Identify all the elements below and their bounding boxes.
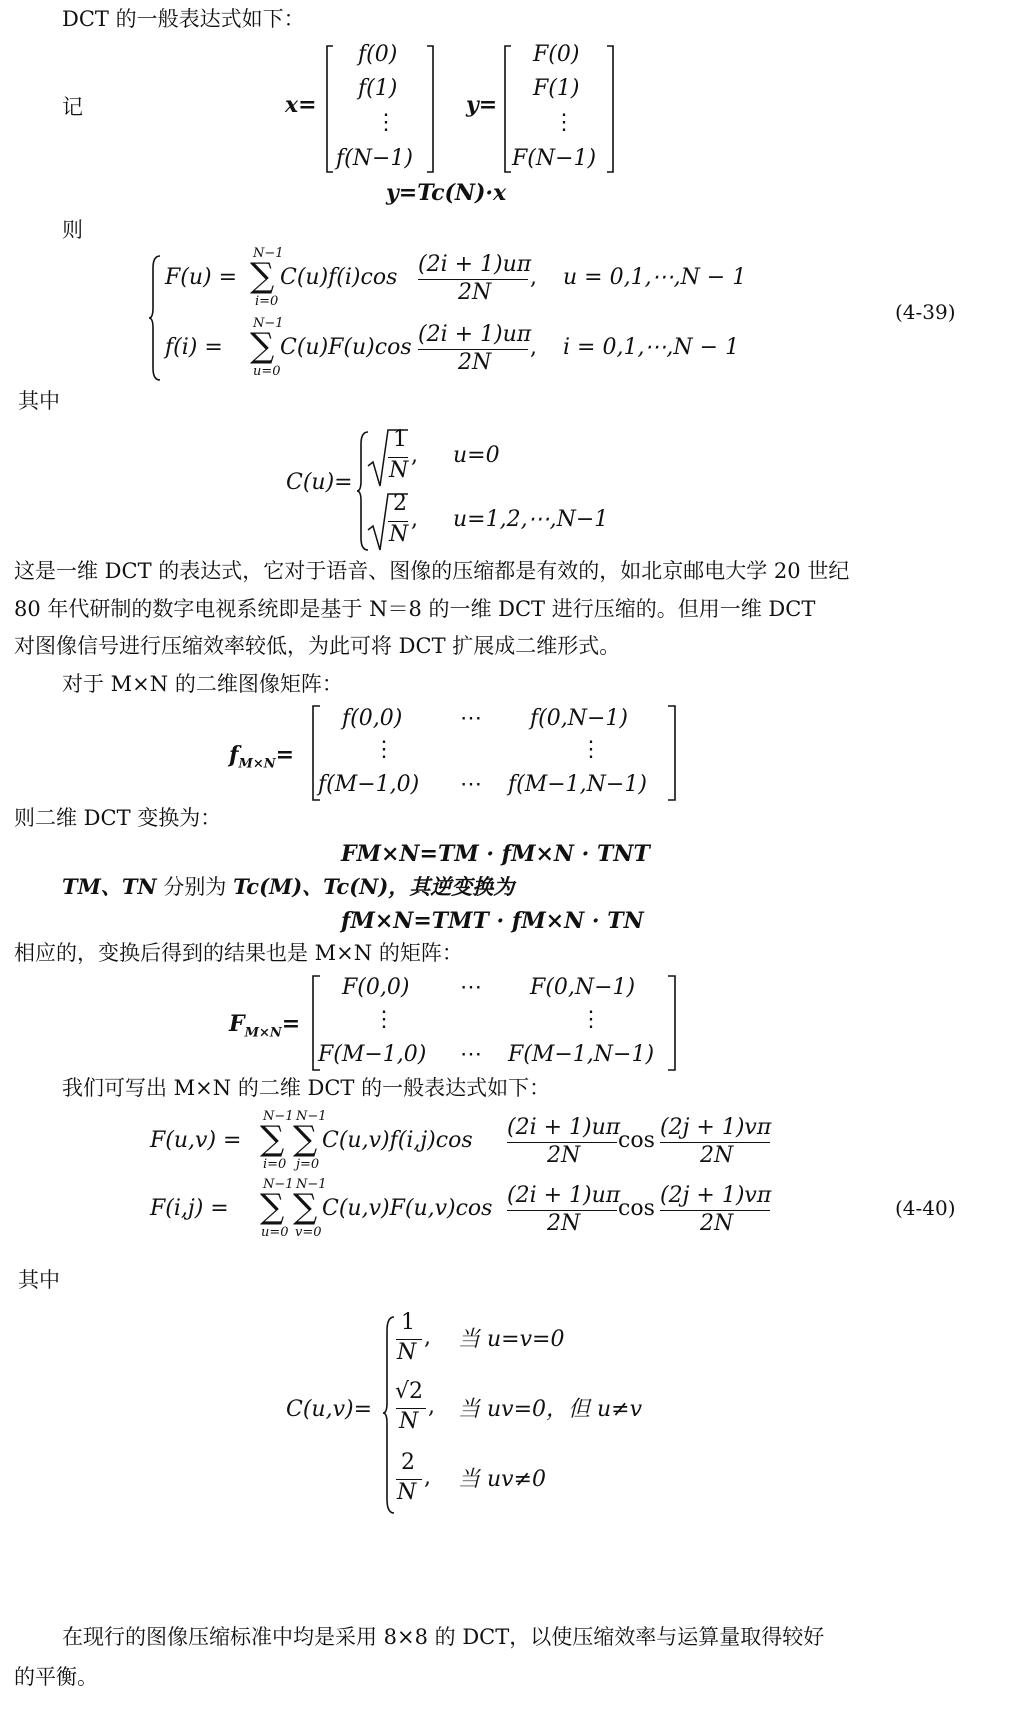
para3: 则二维 DCT 变换为： — [14, 806, 222, 830]
mat-f-r1-c3: f(0,N−1) — [530, 706, 628, 731]
eq439-l1-cond: u = 0,1,⋯,N − 1 — [563, 265, 747, 290]
cuv-c2-comma: , — [428, 1394, 435, 1419]
intro-line: DCT 的一般表达式如下： — [62, 7, 305, 31]
mat-f-r3-c2: ⋯ — [460, 772, 482, 797]
eq440-l1-top-b: N−1 — [296, 1109, 327, 1124]
eq440-l1-bot-a: i=0 — [263, 1157, 287, 1172]
eq440-l2-sigma-a: ∑ — [260, 1187, 285, 1227]
eq439-brace — [148, 254, 162, 382]
eq440-l1-num2: (2j + 1)vπ — [660, 1115, 772, 1140]
eq440-l1-sigma-a: ∑ — [260, 1119, 285, 1159]
eq440-l2-sigma-b: ∑ — [293, 1187, 318, 1227]
eq439-l1-body: C(u)f(i)cos — [280, 265, 398, 290]
y-item-3: F(N−1) — [512, 146, 597, 171]
eq439-l1-comma: , — [530, 265, 537, 290]
eq439-l2-lhs: f(i) = — [165, 335, 223, 360]
eq440-l2-body: C(u,v)F(u,v)cos — [322, 1196, 493, 1221]
cu-c2-num: 2 — [393, 491, 407, 516]
eq440-l1-den1: 2N — [547, 1143, 581, 1168]
eq439-l1-sum-bot: i=0 — [255, 294, 279, 309]
mat-f-r2-c3: ⋮ — [580, 737, 602, 762]
cuv-c1-num: 1 — [401, 1310, 415, 1335]
eq439-l1-sum-top: N−1 — [253, 246, 284, 261]
eq440-l1-body: C(u,v)f(i,j)cos — [322, 1128, 473, 1153]
y-equals-tc-x: y=Tc(N)·x — [386, 180, 507, 206]
mat-f-r3-c1: f(M−1,0) — [318, 772, 420, 797]
eq439-l1-sigma: ∑ — [250, 256, 275, 296]
cuv-c3-den: N — [397, 1480, 417, 1505]
cuv-c1-cond: 当 u=v=0 — [458, 1327, 565, 1352]
mat-F-r3-c3: F(M−1,N−1) — [508, 1042, 655, 1067]
final-line-2: 的平衡。 — [14, 1665, 98, 1689]
eq440-l2-num1: (2i + 1)uπ — [507, 1183, 621, 1208]
cuv-c3-comma: , — [424, 1465, 431, 1490]
y-label: y= — [466, 92, 498, 118]
cu-c2-cond: u=1,2,⋯,N−1 — [453, 507, 609, 532]
cuv-c1-comma: , — [424, 1325, 431, 1350]
eq439-number: (4-39) — [895, 300, 956, 324]
x-item-3: f(N−1) — [336, 146, 413, 171]
mat-F-r3-c2: ⋯ — [460, 1042, 482, 1067]
eq439-l2-cond: i = 0,1,⋯,N − 1 — [563, 335, 740, 360]
mat-f-r2-c1: ⋮ — [373, 737, 395, 762]
para2: 对于 M×N 的二维图像矩阵： — [62, 672, 343, 696]
eq440-l1-num1: (2i + 1)uπ — [507, 1115, 621, 1140]
para1-line-2: 80 年代研制的数字电视系统即是基于 N＝8 的一维 DCT 进行压缩的。但用一维 DCT — [14, 597, 816, 621]
cu-c1-cond: u=0 — [453, 443, 500, 468]
eq439-l2-body: C(u)F(u)cos — [280, 335, 412, 360]
mat-f-lhs: $f_{M\times N}=$ — [229, 742, 295, 772]
x-item-1: f(1) — [358, 76, 398, 101]
eq440-l1-top-a: N−1 — [263, 1109, 294, 1124]
eq440-l1-sigma-b: ∑ — [293, 1119, 318, 1159]
eq440-l2-lhs: F(i,j) = — [150, 1196, 229, 1221]
cu-c2-den: N — [389, 522, 409, 547]
mat-F-r2-c1: ⋮ — [373, 1007, 395, 1032]
cuv-c3-cond: 当 uv≠0 — [458, 1467, 547, 1492]
eq439-l2-num: (2i + 1)uπ — [418, 322, 532, 347]
cuv-brace — [382, 1315, 396, 1515]
cuv-c2-num: √2 — [395, 1379, 424, 1404]
eq440-l1-cos: cos — [618, 1128, 655, 1153]
eq440-l2-den2: 2N — [700, 1211, 734, 1236]
cuv-c2-den: N — [399, 1409, 419, 1434]
para5: 相应的，变换后得到的结果也是 M×N 的矩阵： — [14, 941, 463, 965]
eq440-l2-den1: 2N — [547, 1211, 581, 1236]
eq439-l1-lhs: F(u) = — [165, 265, 238, 290]
cu-lhs: C(u)= — [286, 470, 353, 495]
eq439-l2-comma: , — [530, 335, 537, 360]
para1-line-1: 这是一维 DCT 的表达式，它对于语音、图像的压缩都是有效的，如北京邮电大学 20 世纪 — [14, 559, 850, 583]
x-item-2: ⋮ — [375, 110, 397, 135]
mat-F-r1-c1: F(0,0) — [342, 975, 410, 1000]
cuv-c2-cond: 当 uv=0，但 u≠v — [458, 1397, 643, 1422]
cu-c1-num: 1 — [393, 427, 407, 452]
inverse-transform: fM×N=TMT · fM×N · TN — [341, 908, 644, 934]
eq440-l2-num2: (2j + 1)vπ — [660, 1183, 772, 1208]
label-qizhong-2: 其中 — [18, 1268, 60, 1292]
forward-transform: FM×N=TM · fM×N · TNT — [341, 841, 650, 867]
cu-c1-den: N — [389, 458, 409, 483]
eq440-l1-bot-b: j=0 — [296, 1157, 320, 1172]
x-label: x= — [285, 92, 317, 118]
para1-line-3: 对图像信号进行压缩效率较低，为此可将 DCT 扩展成二维形式。 — [14, 634, 621, 658]
mat-f-r3-c3: f(M−1,N−1) — [508, 772, 647, 797]
y-item-0: F(0) — [533, 42, 580, 67]
eq440-l2-bot-a: u=0 — [261, 1225, 289, 1240]
eq440-number: (4-40) — [895, 1196, 956, 1220]
eq439-l2-sigma: ∑ — [250, 326, 275, 366]
label-ji: 记 — [62, 95, 83, 119]
eq440-l2-cos: cos — [618, 1196, 655, 1221]
mat-F-r1-c3: F(0,N−1) — [530, 975, 636, 1000]
para6: 我们可写出 M×N 的二维 DCT 的一般表达式如下： — [62, 1076, 551, 1100]
final-line-1: 在现行的图像压缩标准中均是采用 8×8 的 DCT，以使压缩效率与运算量取得较好 — [62, 1625, 825, 1649]
cu-c1-comma: , — [411, 443, 418, 468]
eq439-l2-den: 2N — [458, 350, 492, 375]
x-item-0: f(0) — [358, 42, 398, 67]
eq439-l1-den: 2N — [458, 280, 492, 305]
y-item-1: F(1) — [533, 76, 580, 101]
mat-f-r1-c1: f(0,0) — [342, 706, 403, 731]
mat-f-r1-c2: ⋯ — [460, 706, 482, 731]
mat-F-lhs: $F_{M\times N}=$ — [229, 1011, 301, 1041]
eq440-l2-bot-b: v=0 — [295, 1225, 322, 1240]
eq439-l2-sum-bot: u=0 — [253, 364, 281, 379]
mat-F-r1-c2: ⋯ — [460, 975, 482, 1000]
eq439-l2-sum-top: N−1 — [253, 316, 284, 331]
eq440-l1-lhs: F(u,v) = — [150, 1128, 242, 1153]
mat-F-r2-c3: ⋮ — [580, 1007, 602, 1032]
eq439-l1-num: (2i + 1)uπ — [418, 252, 532, 277]
eq440-l2-top-b: N−1 — [296, 1177, 327, 1192]
cuv-c1-den: N — [397, 1340, 417, 1365]
eq440-l2-top-a: N−1 — [263, 1177, 294, 1192]
label-ze: 则 — [62, 218, 83, 242]
label-qizhong-1: 其中 — [18, 389, 60, 413]
cu-c2-comma: , — [411, 507, 418, 532]
eq440-l1-den2: 2N — [700, 1143, 734, 1168]
cuv-lhs: C(u,v)= — [286, 1397, 373, 1422]
para4: TM、TN 分别为 Tc(M)、Tc(N)，其逆变换为 — [62, 874, 515, 899]
y-item-2: ⋮ — [553, 110, 575, 135]
mat-F-r3-c1: F(M−1,0) — [318, 1042, 427, 1067]
cuv-c3-num: 2 — [401, 1450, 415, 1475]
